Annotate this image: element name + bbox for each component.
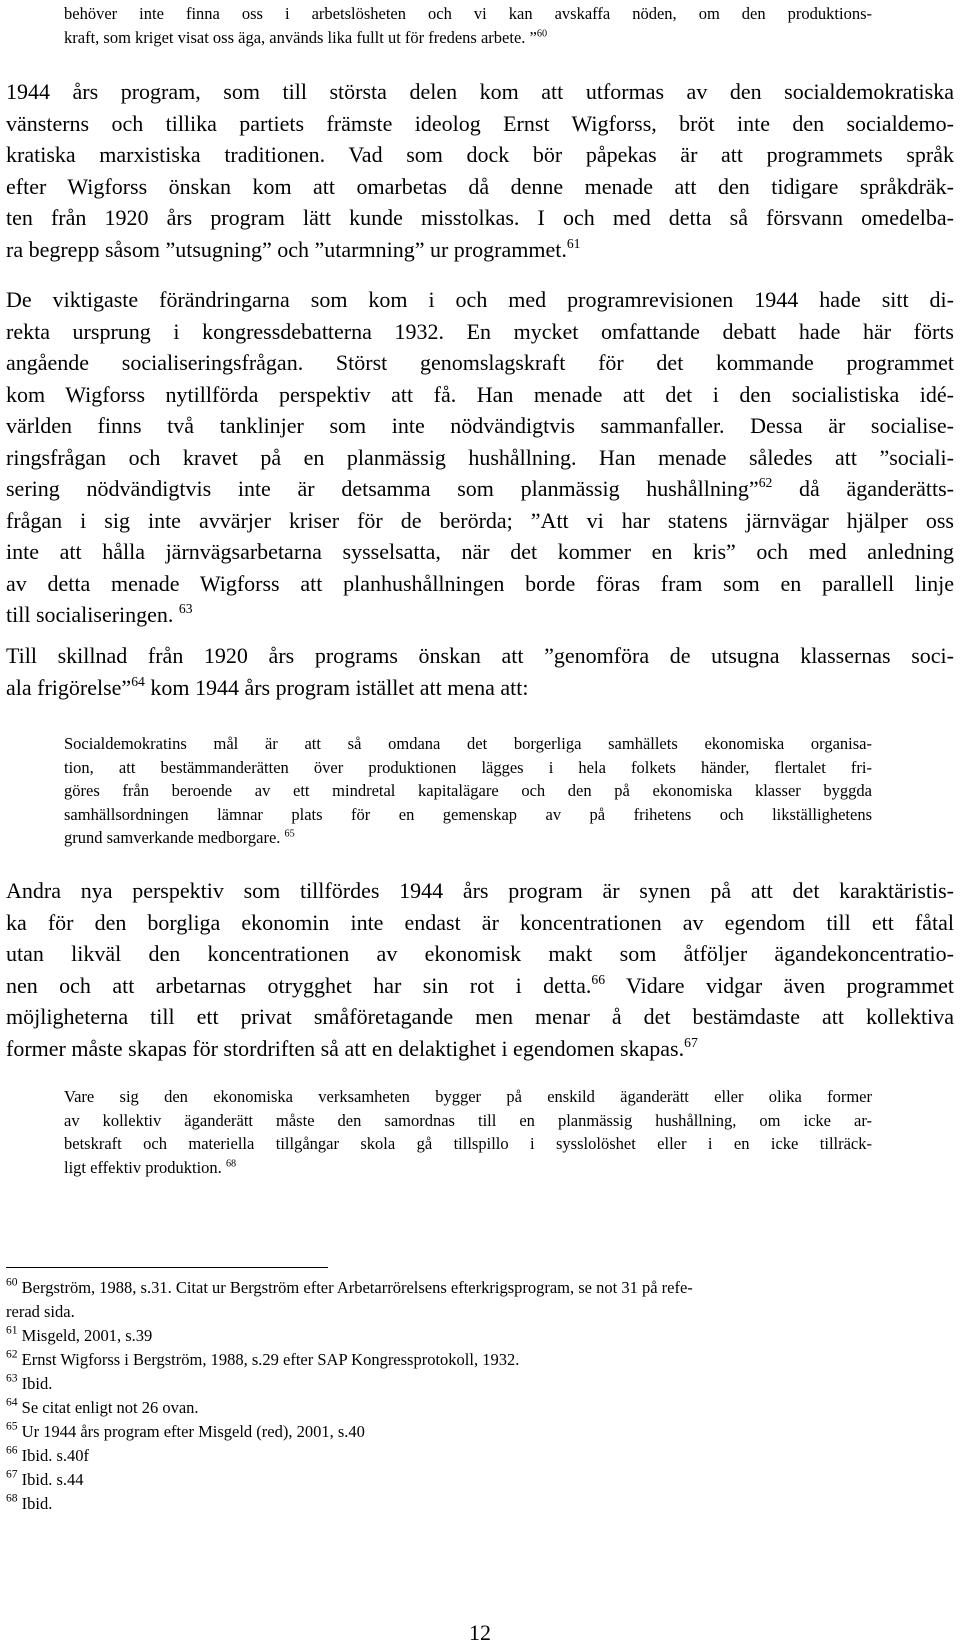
text-line: ka för den borgliga ekonomin inte endast är koncentrationen av egendom till ett fåtal (6, 909, 954, 935)
footnote-ref: 67 (684, 1034, 698, 1050)
quote-line: betskraft och materiella tillgångar skola gå tillspillo i sysslolöshet eller i en icke tillräck- (64, 1134, 872, 1153)
footnote-separator (6, 1267, 328, 1268)
footnote: $^{61}$ Misgeld, 2001, s.39 (6, 1324, 153, 1345)
footnote: $^{62}$ Ernst Wigforss i Bergström, 1988, s.29 efter SAP Kongressprotokoll, 1932. (6, 1348, 520, 1369)
text-line: inte att hålla järnvägsarbetarna sysselsatta, när det kommer en kris” och med anledning (6, 539, 954, 564)
text-line: ala frigörelse”$^{64}$ kom 1944 års program istället att mena att: (6, 673, 529, 700)
continued-quote (64, 2, 872, 50)
text-line: vänsterns och tillika partiets främste ideolog Ernst Wigforss, bröt inte den socialdemo- (6, 110, 954, 136)
text-line: Till skillnad från 1920 års programs önskan att ”genomföra de utsugna klassernas soci- (6, 643, 954, 668)
text-line: av detta menade Wigforss att planhushållningen borde föras fram som en parallell linje (6, 570, 954, 596)
footnote: $^{68}$ Ibid. (6, 1492, 53, 1513)
text-line: utan likväl den koncentrationen av ekonomisk makt som åtföljer ägandekoncentratio- (6, 941, 954, 966)
text-line: ra begrepp såsom ”utsugning” och ”utarmning” ur programmet.$^{61}$ (6, 235, 581, 262)
quote-line: behöver inte finna oss i arbetslösheten och vi kan avskaffa nöden, om den produktions- (64, 4, 872, 23)
text-line: möjligheterna till ett privat småföretagande men menar å det bestämdaste att kollektiva (6, 1004, 954, 1029)
text-line: frågan i sig inte avvärjer kriser för de berörda; ”Att vi har statens järnvägar hjälper oss (6, 507, 954, 533)
text-line: nen och att arbetarnas otrygghet har sin rot i detta.$^{66}$ Vidare vidgar även programmet (6, 971, 954, 998)
footnote: $^{63}$ Ibid. (6, 1372, 53, 1393)
paragraph (6, 284, 954, 631)
footnote: $^{60}$ Bergström, 1988, s.31. Citat ur Bergström efter Arbetarrörelsens efterkrigsprogram, se not 31 på refe- (6, 1276, 693, 1297)
footnote-ref: 66 (591, 971, 606, 987)
footnote-ref: 60 (536, 28, 548, 40)
text-line: 1944 års program, som till största delen kom att utformas av den socialdemokratiska (6, 79, 954, 104)
footnote: $^{66}$ Ibid. s.40f (6, 1444, 90, 1465)
text-line: världen finns två tanklinjer som inte nödvändigtvis sammanfaller. Dessa är socialise- (6, 413, 954, 438)
paragraph (6, 875, 954, 1064)
text-line: Andra nya perspektiv som tillfördes 1944 års program är synen på att det karaktäristis- (6, 878, 954, 903)
quote-line: ligt effektiv produktion. $^{68}$ (64, 1157, 237, 1177)
footnote-ref: 62 (758, 475, 773, 491)
footnote-ref: 64 (131, 673, 145, 689)
text-line: efter Wigforss önskan kom att omarbetas då denne menade att den tidigare språkdräk- (6, 173, 954, 199)
paragraph (6, 640, 954, 703)
text-line: sering nödvändigtvis inte är detsamma som planmässig hushållning”$^{62}$ då äganderätts- (6, 475, 954, 501)
quote-line: Socialdemokratins mål är att så omdana det borgerliga samhällets ekonomiska organisa- (64, 734, 872, 753)
text-line: ringsfrågan och kravet på en planmässig hushållning. Han menade således att ”sociali- (6, 444, 954, 470)
text-line: kom Wigforss nytillförda perspektiv att få. Han menade att det i den socialistiska idé- (6, 381, 954, 407)
quote-line: kraft, som kriget visat oss äga, används lika fullt ut för fredens arbete. ”$^{60}$ (64, 28, 548, 47)
text-line: former måste skapas för stordriften så att en delaktighet i egendomen skapas.$^{67}$ (6, 1034, 698, 1061)
footnote-ref: 63 (178, 601, 193, 617)
block-quote (64, 732, 872, 850)
footnote: $^{65}$ Ur 1944 års program efter Misgeld (red), 2001, s.40 (6, 1420, 365, 1441)
quote-line: av kollektiv äganderätt måste den samordnas till en planmässig hushållning, om icke ar- (64, 1110, 872, 1130)
block-quote (64, 1085, 872, 1179)
text-line: till socialiseringen. $^{63}$ (6, 601, 193, 627)
quote-line: Vare sig den ekonomiska verksamheten bygger på enskild äganderätt eller olika former (64, 1087, 872, 1106)
footnote-ref: 65 (284, 828, 295, 840)
text-line: rekta ursprung i kongressdebatterna 1932. En mycket omfattande debatt hade här förts (6, 318, 954, 344)
footnotes (6, 1276, 946, 1516)
footnote-continuation: rerad sida. (6, 1302, 75, 1321)
page-number: 12 (469, 1620, 491, 1645)
text-line: angående socialiseringsfrågan. Störst genomslagskraft för det kommande programmet (6, 350, 954, 375)
quote-line: tion, att bestämmanderätten över produktionen lägges i hela folkets händer, flertalet fri- (64, 757, 872, 777)
text-line: De viktigaste förändringarna som kom i och med programrevisionen 1944 hade sitt di- (6, 287, 954, 312)
text-line: ten från 1920 års program lätt kunde misstolkas. I och med detta så försvann omedelba- (6, 205, 954, 230)
footnote: $^{67}$ Ibid. s.44 (6, 1468, 84, 1489)
quote-line: samhällsordningen lämnar plats för en gemenskap av på frihetens och likställighetens (64, 804, 872, 824)
paragraph (6, 76, 954, 265)
quote-line: grund samverkande medborgare. $^{65}$ (64, 828, 295, 847)
quote-line: göres från beroende av ett mindretal kapitalägare och den på ekonomiska klasser byggda (64, 781, 872, 800)
footnote-ref: 61 (566, 235, 581, 251)
text-line: kratiska marxistiska traditionen. Vad som dock bör påpekas är att programmets språk (6, 142, 954, 167)
footnote: $^{64}$ Se citat enligt not 26 ovan. (6, 1396, 199, 1417)
footnote-ref: 68 (225, 1157, 237, 1169)
